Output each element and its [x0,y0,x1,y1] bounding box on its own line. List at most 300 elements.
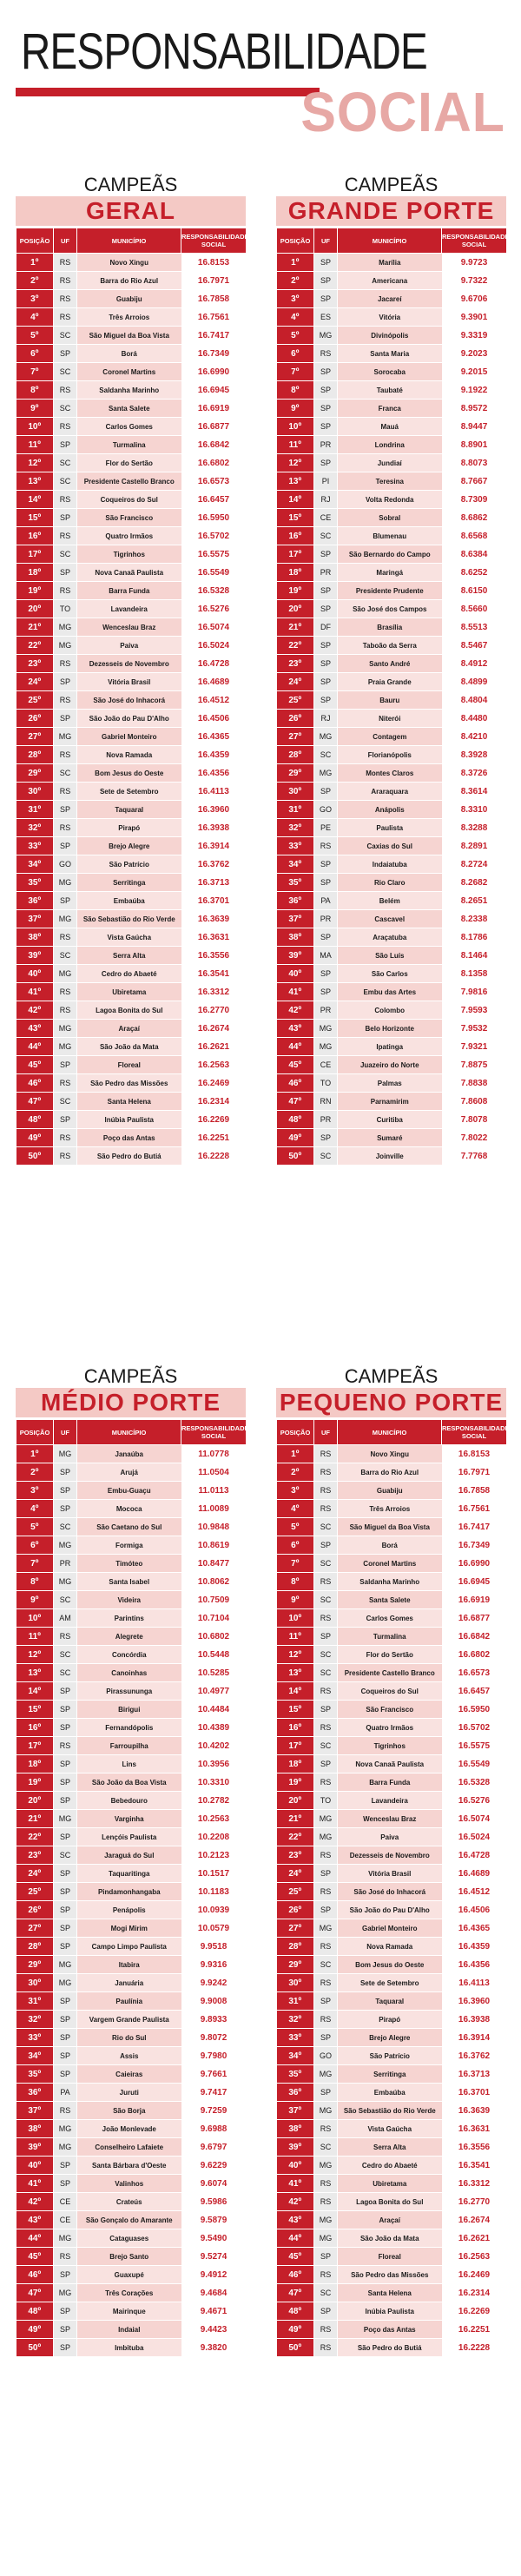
rank-cell: 33º [277,2029,314,2047]
uf-cell: SP [314,363,338,381]
uf-cell: DF [314,618,338,637]
uf-cell: RS [314,345,338,363]
uf-cell: SC [54,400,77,418]
table-row [16,819,247,837]
score-cell: 16.6457 [181,491,247,509]
table-row [277,2211,507,2229]
table-row [277,254,507,272]
uf-cell: RS [54,691,77,710]
rank-cell: 16º [277,527,314,545]
rank-cell: 43º [277,2211,314,2229]
table-row [16,1956,247,1974]
uf-cell: SC [54,1846,77,1865]
municipio-cell: Carlos Gomes [338,1609,442,1628]
score-cell: 16.3960 [181,801,247,819]
rank-cell: 7º [277,1555,314,1573]
score-cell: 16.5549 [181,564,247,582]
table-row [277,2321,507,2339]
municipio-cell: Marília [338,254,442,272]
score-cell: 9.8072 [181,2029,247,2047]
municipio-cell: Dezesseis de Novembro [338,1846,442,1865]
uf-cell: MG [54,1445,77,1463]
table-row [16,1737,247,1755]
score-cell: 9.4684 [181,2284,247,2302]
table-row [16,1074,247,1093]
rank-cell: 2º [277,1463,314,1482]
score-cell: 9.1922 [442,381,507,400]
table-row [16,327,247,345]
rank-cell: 13º [16,1664,54,1682]
rank-cell: 45º [16,1056,54,1074]
uf-cell: SP [54,1938,77,1956]
score-cell: 16.2269 [442,2302,507,2321]
uf-cell: MG [54,1038,77,1056]
rank-cell: 29º [277,764,314,783]
category-title: GERAL [16,196,246,226]
rank-cell: 8º [277,381,314,400]
table-row [16,1682,247,1701]
rank-cell: 27º [277,728,314,746]
table-row [16,1701,247,1719]
rank-cell: 47º [277,1093,314,1111]
municipio-cell: São João da Mata [338,2229,442,2248]
table-row [16,1773,247,1792]
uf-cell: SP [54,564,77,582]
column-header-valor: RESPONSABILIDADE SOCIAL [442,1420,507,1445]
uf-cell: SP [54,1901,77,1919]
uf-cell: MG [54,2138,77,2157]
score-cell: 10.3956 [181,1755,247,1773]
municipio-cell: Embaúba [77,892,181,910]
municipio-cell: Birigui [77,1701,181,1719]
score-cell: 10.8619 [181,1536,247,1555]
table-row [16,764,247,783]
rank-cell: 34º [277,855,314,874]
municipio-cell: São Francisco [338,1701,442,1719]
uf-cell: PR [314,564,338,582]
municipio-cell: Turmalina [77,436,181,454]
uf-cell: SP [54,1463,77,1482]
table-row [277,472,507,491]
rank-cell: 2º [16,1463,54,1482]
rank-cell: 42º [16,1001,54,1020]
municipio-cell: Wenceslau Braz [338,1810,442,1828]
table-row [16,1573,247,1591]
uf-cell: SP [314,874,338,892]
rank-cell: 29º [16,764,54,783]
uf-cell: SP [314,1628,338,1646]
municipio-cell: Bebedouro [77,1792,181,1810]
rank-cell: 45º [277,1056,314,1074]
uf-cell: MG [314,1038,338,1056]
rank-cell: 38º [16,2120,54,2138]
municipio-cell: Lagoa Bonita do Sul [77,1001,181,1020]
municipio-cell: Londrina [338,436,442,454]
score-cell: 16.3556 [181,947,247,965]
uf-cell: PR [314,1111,338,1129]
score-cell: 10.2563 [181,1810,247,1828]
table-row [277,1518,507,1536]
rank-cell: 2º [16,272,54,290]
municipio-cell: Brejo Alegre [77,837,181,855]
rank-cell: 33º [16,837,54,855]
score-cell: 16.7561 [442,1500,507,1518]
rank-cell: 47º [277,2284,314,2302]
uf-cell: SP [54,1992,77,2011]
municipio-cell: Brasília [338,618,442,637]
table-row [16,2047,247,2065]
category-title: MÉDIO PORTE [16,1388,246,1417]
rank-cell: 44º [16,1038,54,1056]
municipio-cell: Anápolis [338,801,442,819]
table-row [16,801,247,819]
municipio-cell: Pindamonhangaba [77,1883,181,1901]
rank-cell: 11º [16,436,54,454]
score-cell: 10.6802 [181,1628,247,1646]
score-cell: 8.6384 [442,545,507,564]
rank-cell: 9º [16,400,54,418]
municipio-cell: Araçaí [77,1020,181,1038]
municipio-cell: Taquaral [77,801,181,819]
rank-cell: 50º [16,1147,54,1166]
municipio-cell: Vista Gaúcha [338,2120,442,2138]
municipio-cell: São Sebastião do Rio Verde [338,2102,442,2120]
column-header-valor: RESPONSABILIDADE SOCIAL [181,228,247,254]
column-header-uf: UF [54,1420,77,1445]
rank-cell: 31º [277,801,314,819]
score-cell: 7.8875 [442,1056,507,1074]
score-cell: 16.7858 [181,290,247,308]
uf-cell: SP [314,1129,338,1147]
score-cell: 10.5285 [181,1664,247,1682]
uf-cell: PR [54,1555,77,1573]
rank-cell: 6º [277,1536,314,1555]
column-header-posicao: POSIÇÃO [16,1420,54,1445]
table-row [277,673,507,691]
table-row [16,2193,247,2211]
table-row [277,1038,507,1056]
table-row [16,472,247,491]
column-header-posicao: POSIÇÃO [277,228,314,254]
municipio-cell: Dezesseis de Novembro [77,655,181,673]
table-row [16,1938,247,1956]
uf-cell: RS [314,1482,338,1500]
uf-cell: SP [314,928,338,947]
municipio-cell: Borá [77,345,181,363]
score-cell: 8.6568 [442,527,507,545]
table-row [277,345,507,363]
table-row [277,327,507,345]
score-cell: 9.7417 [181,2084,247,2102]
score-cell: 16.6573 [442,1664,507,1682]
table-row [277,1555,507,1573]
score-cell: 8.8901 [442,436,507,454]
municipio-cell: Franca [338,400,442,418]
uf-cell: SC [314,1664,338,1682]
uf-cell: SP [54,837,77,855]
title-line-1: RESPONSABILIDADE [21,23,427,80]
rank-cell: 46º [277,1074,314,1093]
uf-cell: SP [54,2321,77,2339]
score-cell: 9.5274 [181,2248,247,2266]
rank-cell: 48º [16,1111,54,1129]
column-header-municipio: MUNICÍPIO [338,1420,442,1445]
rank-cell: 33º [16,2029,54,2047]
table-row [277,746,507,764]
municipio-cell: São Patrício [77,855,181,874]
uf-cell: RS [54,2248,77,2266]
score-cell: 16.4512 [181,691,247,710]
score-cell: 16.5024 [442,1828,507,1846]
score-cell: 11.0089 [181,1500,247,1518]
table-row [277,1591,507,1609]
rank-cell: 40º [16,2157,54,2175]
municipio-cell: Coqueiros do Sul [338,1682,442,1701]
municipio-cell: Guabiju [338,1482,442,1500]
uf-cell: SP [54,509,77,527]
uf-cell: SC [54,545,77,564]
column-header-uf: UF [314,228,338,254]
table-row [277,2011,507,2029]
municipio-cell: Ubiretama [338,2175,442,2193]
score-cell: 16.6945 [181,381,247,400]
score-cell: 16.4365 [181,728,247,746]
score-cell: 9.9242 [181,1974,247,1992]
municipio-cell: Mogi Mirim [77,1919,181,1938]
table-row [16,2229,247,2248]
rank-cell: 44º [16,2229,54,2248]
table-row [277,2084,507,2102]
uf-cell: MA [314,947,338,965]
municipio-cell: Florianópolis [338,746,442,764]
municipio-cell: Canoinhas [77,1664,181,1682]
score-cell: 16.5575 [181,545,247,564]
panel-pequeno-porte [276,1365,510,2357]
table-row [16,2102,247,2120]
score-cell: 16.2251 [181,1129,247,1147]
rank-cell: 10º [277,1609,314,1628]
score-cell: 16.5575 [442,1737,507,1755]
score-cell: 8.9572 [442,400,507,418]
table-row [277,728,507,746]
table-row [277,2284,507,2302]
table-row [16,837,247,855]
uf-cell: RS [54,582,77,600]
uf-cell: SP [314,418,338,436]
table-row [277,545,507,564]
municipio-cell: Arujá [77,1463,181,1482]
score-cell: 10.8477 [181,1555,247,1573]
page-header [0,0,521,165]
rank-cell: 43º [16,1020,54,1038]
table-row [16,1628,247,1646]
municipio-cell: São Francisco [77,509,181,527]
municipio-cell: Conselheiro Lafaiete [77,2138,181,2157]
municipio-cell: Palmas [338,1074,442,1093]
uf-cell: RS [314,1682,338,1701]
uf-cell: SP [54,1701,77,1719]
uf-cell: SP [314,2302,338,2321]
municipio-cell: São João do Pau D'Alho [77,710,181,728]
table-row [277,1646,507,1664]
table-row [277,1573,507,1591]
rank-cell: 16º [16,527,54,545]
rank-cell: 18º [277,564,314,582]
rank-cell: 21º [16,618,54,637]
uf-cell: SP [54,710,77,728]
uf-cell: SP [54,1755,77,1773]
score-cell: 8.7667 [442,472,507,491]
uf-cell: RS [314,1883,338,1901]
score-cell: 10.1183 [181,1883,247,1901]
municipio-cell: Vitória [338,308,442,327]
rank-cell: 27º [16,728,54,746]
table-row [16,2248,247,2266]
uf-cell: SC [54,363,77,381]
rank-cell: 9º [277,400,314,418]
municipio-cell: Pirapó [338,2011,442,2029]
uf-cell: SP [54,2339,77,2357]
municipio-cell: Guaxupé [77,2266,181,2284]
score-cell: 16.2314 [442,2284,507,2302]
municipio-cell: Presidente Castello Branco [77,472,181,491]
uf-cell: SP [314,600,338,618]
table-row [16,1500,247,1518]
uf-cell: CE [314,509,338,527]
table-row [16,491,247,509]
ranking-table [16,1419,247,2357]
municipio-cell: Serra Alta [77,947,181,965]
municipio-cell: Valinhos [77,2175,181,2193]
uf-cell: SP [54,1111,77,1129]
rank-cell: 35º [16,2065,54,2084]
municipio-cell: Coronel Martins [77,363,181,381]
uf-cell: SC [54,1646,77,1664]
municipio-cell: Niterói [338,710,442,728]
score-cell: 16.6877 [181,418,247,436]
uf-cell: SP [314,254,338,272]
uf-cell: SP [314,655,338,673]
score-cell: 8.3310 [442,801,507,819]
uf-cell: SC [314,527,338,545]
uf-cell: RS [314,2120,338,2138]
score-cell: 16.4359 [181,746,247,764]
municipio-cell: São Luís [338,947,442,965]
table-row [277,308,507,327]
rank-cell: 12º [277,1646,314,1664]
rank-cell: 11º [277,1628,314,1646]
table-row [16,746,247,764]
municipio-cell: Assis [77,2047,181,2065]
table-row [16,1038,247,1056]
table-row [277,1719,507,1737]
score-cell: 16.7349 [442,1536,507,1555]
uf-cell: RS [314,2321,338,2339]
score-cell: 9.3901 [442,308,507,327]
municipio-cell: Itabira [77,1956,181,1974]
uf-cell: SC [54,764,77,783]
table-row [16,1482,247,1500]
table-row [16,928,247,947]
score-cell: 16.7417 [442,1518,507,1536]
table-row [16,1792,247,1810]
rank-cell: 32º [16,819,54,837]
score-cell: 11.0778 [181,1445,247,1463]
table-row [16,1147,247,1166]
rank-cell: 45º [16,2248,54,2266]
uf-cell: SC [54,1518,77,1536]
uf-cell: SP [54,673,77,691]
rank-cell: 1º [277,254,314,272]
rank-cell: 17º [277,1737,314,1755]
municipio-cell: Barra do Rio Azul [77,272,181,290]
rank-cell: 40º [277,2157,314,2175]
municipio-cell: Taquaral [338,1992,442,2011]
table-row [277,1074,507,1093]
table-row [277,2029,507,2047]
rank-cell: 25º [277,1883,314,1901]
municipio-cell: Timóteo [77,1555,181,1573]
table-row [277,1810,507,1828]
rank-cell: 46º [277,2266,314,2284]
uf-cell: SP [54,1883,77,1901]
municipio-cell: Mairinque [77,2302,181,2321]
uf-cell: MG [54,1573,77,1591]
uf-cell: PR [314,436,338,454]
municipio-cell: Ubiretama [77,983,181,1001]
rank-cell: 21º [16,1810,54,1828]
municipio-cell: Vista Gaúcha [77,928,181,947]
municipio-cell: Contagem [338,728,442,746]
table-row [277,2102,507,2120]
municipio-cell: Campo Limpo Paulista [77,1938,181,1956]
uf-cell: SC [314,746,338,764]
rank-cell: 29º [16,1956,54,1974]
table-row [277,2120,507,2138]
uf-cell: RS [54,272,77,290]
uf-cell: SP [314,637,338,655]
rank-cell: 33º [277,837,314,855]
table-row [277,928,507,947]
uf-cell: MG [314,1020,338,1038]
municipio-cell: Janaúba [77,1445,181,1463]
municipio-cell: Indaiatuba [338,855,442,874]
municipio-cell: Taubaté [338,381,442,400]
table-row [16,454,247,472]
rank-cell: 28º [16,746,54,764]
score-cell: 8.3928 [442,746,507,764]
uf-cell: SP [314,691,338,710]
score-cell: 8.2651 [442,892,507,910]
table-row [277,2339,507,2357]
table-row [277,290,507,308]
rank-cell: 12º [16,454,54,472]
municipio-cell: Vargem Grande Paulista [77,2011,181,2029]
municipio-cell: Colombo [338,1001,442,1020]
table-row [16,2029,247,2047]
municipio-cell: Serra Alta [338,2138,442,2157]
table-row [277,783,507,801]
uf-cell: RS [314,2266,338,2284]
rank-cell: 5º [16,1518,54,1536]
score-cell: 7.8078 [442,1111,507,1129]
score-cell: 16.4356 [442,1956,507,1974]
uf-cell: SP [54,2011,77,2029]
rank-cell: 31º [16,1992,54,2011]
score-cell: 16.3914 [181,837,247,855]
score-cell: 16.6802 [442,1646,507,1664]
table-row [277,892,507,910]
